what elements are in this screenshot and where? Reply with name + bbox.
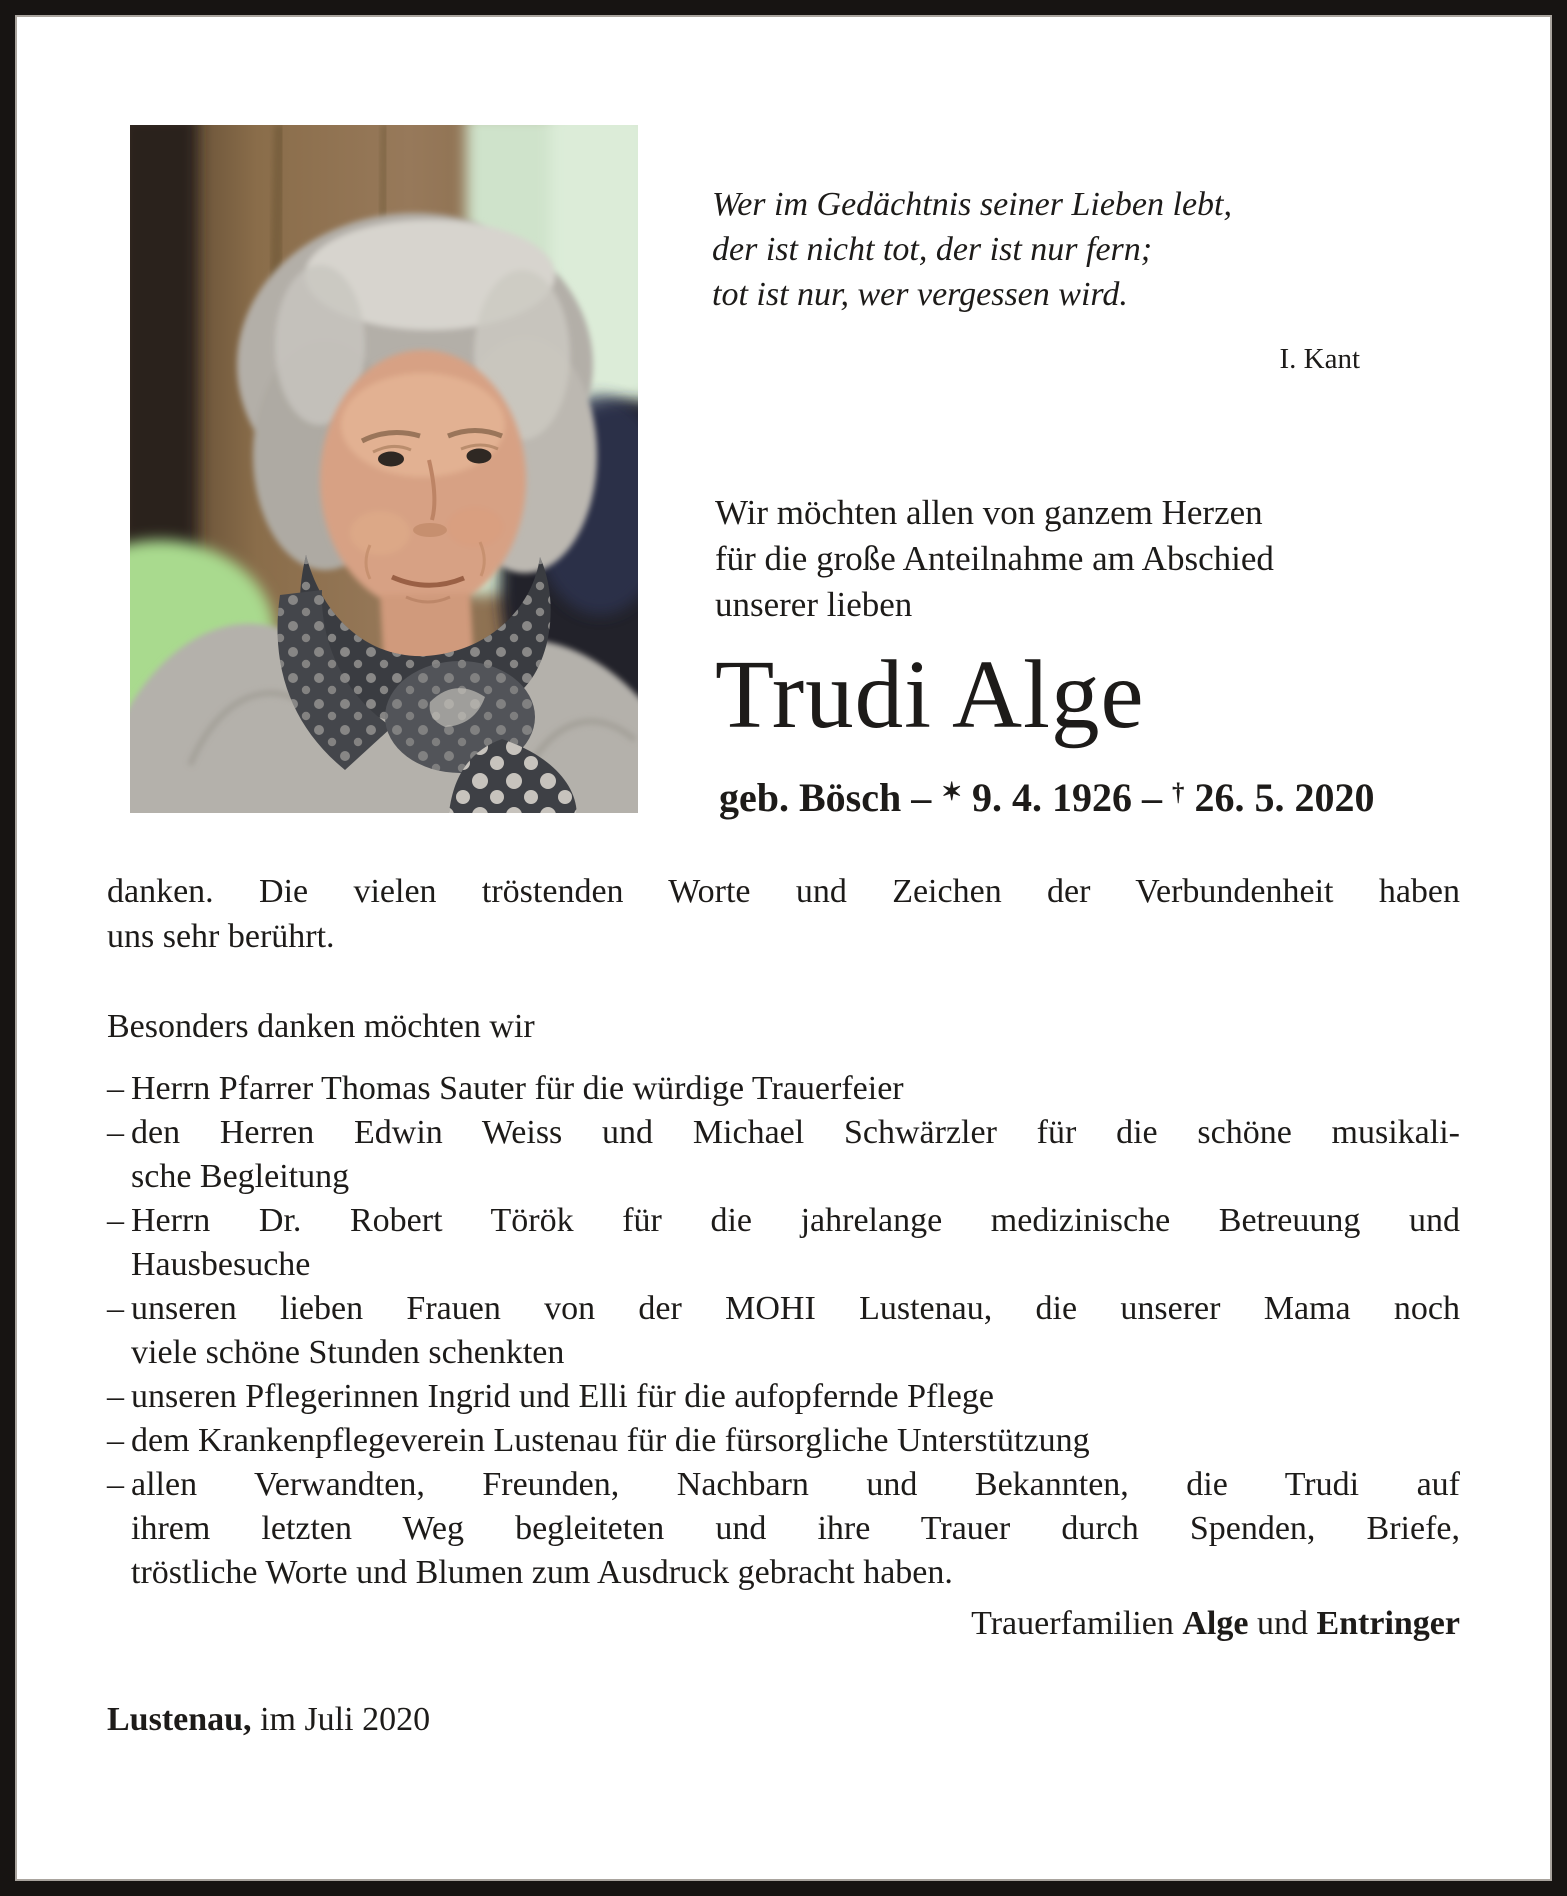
list-item-text: allen Verwandten, Freunden, Nachbarn und Bekannten, die Trudi auf ihrem letzten Weg begleiteten und ihre Trauer durch Spenden, Briefe, tröstliche Worte und Blumen zum Ausdruck gebracht haben.	[131, 1466, 1460, 1591]
death-date: 26. 5. 2020	[1194, 775, 1375, 821]
thanks-list	[107, 1067, 1460, 1595]
list-dash: –	[107, 1290, 124, 1327]
deceased-name: Trudi Alge	[715, 641, 1145, 748]
list-dash: –	[107, 1422, 124, 1459]
quote-text: Wer im Gedächtnis seiner Lieben lebt, der ist nicht tot, der ist nur fern; tot ist nur, wer vergessen wird.	[712, 186, 1232, 313]
list-item	[107, 1419, 1460, 1463]
signoff-family-alge: Alge	[1182, 1605, 1249, 1642]
list-item	[107, 1111, 1460, 1199]
list-item	[107, 1287, 1460, 1375]
birth-date: 9. 4. 1926 –	[972, 775, 1173, 821]
list-dash: –	[107, 1114, 124, 1151]
list-item	[107, 1067, 1460, 1111]
place: Lustenau,	[107, 1701, 252, 1738]
list-item	[107, 1199, 1460, 1287]
list-item	[107, 1463, 1460, 1595]
list-item-text: Herrn Dr. Robert Török für die jahrelange medizinische Betreuung und Hausbesuche	[131, 1202, 1460, 1283]
list-dash: –	[107, 1378, 124, 1415]
portrait-illustration	[130, 125, 638, 813]
body-text	[107, 869, 1460, 1742]
memorial-quote	[712, 182, 1364, 382]
list-item-text: Herrn Pfarrer Thomas Sauter für die würdige Trauerfeier	[131, 1070, 904, 1107]
list-item-text: den Herren Edwin Weiss und Michael Schwärzler für die schöne musikali- sche Begleitung	[131, 1114, 1460, 1195]
date: im Juli 2020	[260, 1701, 431, 1738]
list-item-text: dem Krankenpflegeverein Lustenau für die fürsorgliche Unterstützung	[131, 1422, 1090, 1459]
portrait-photo	[130, 125, 638, 813]
special-thanks-heading: Besonders danken möchten wir	[107, 1008, 535, 1045]
maiden-name: geb. Bösch –	[719, 775, 942, 821]
thanks-paragraph: danken. Die vielen tröstenden Worte und Zeichen der Verbundenheit haben uns sehr berührt.	[107, 873, 1460, 955]
deceased-vitals	[719, 769, 1374, 822]
list-dash: –	[107, 1466, 124, 1503]
list-dash: –	[107, 1070, 124, 1107]
death-dagger-icon: †	[1172, 779, 1185, 806]
signoff-prefix: Trauerfamilien	[971, 1605, 1174, 1642]
list-item-text: unseren lieben Frauen von der MOHI Lustenau, die unserer Mama noch viele schöne Stunden schenkten	[131, 1290, 1460, 1371]
list-item	[107, 1375, 1460, 1419]
thanks-intro: Wir möchten allen von ganzem Herzen für die große Anteilnahme am Abschied unserer lieben	[715, 493, 1274, 624]
quote-attribution: I. Kant	[1279, 343, 1360, 375]
signoff	[107, 1601, 1460, 1646]
birth-star-icon: ✶	[941, 779, 963, 806]
list-dash: –	[107, 1202, 124, 1239]
signoff-family-entringer: Entringer	[1316, 1605, 1460, 1642]
signoff-connector: und	[1256, 1605, 1308, 1642]
list-item-text: unseren Pflegerinnen Ingrid und Elli für die aufopfernde Pflege	[131, 1378, 994, 1415]
place-date-line	[107, 1697, 1460, 1742]
